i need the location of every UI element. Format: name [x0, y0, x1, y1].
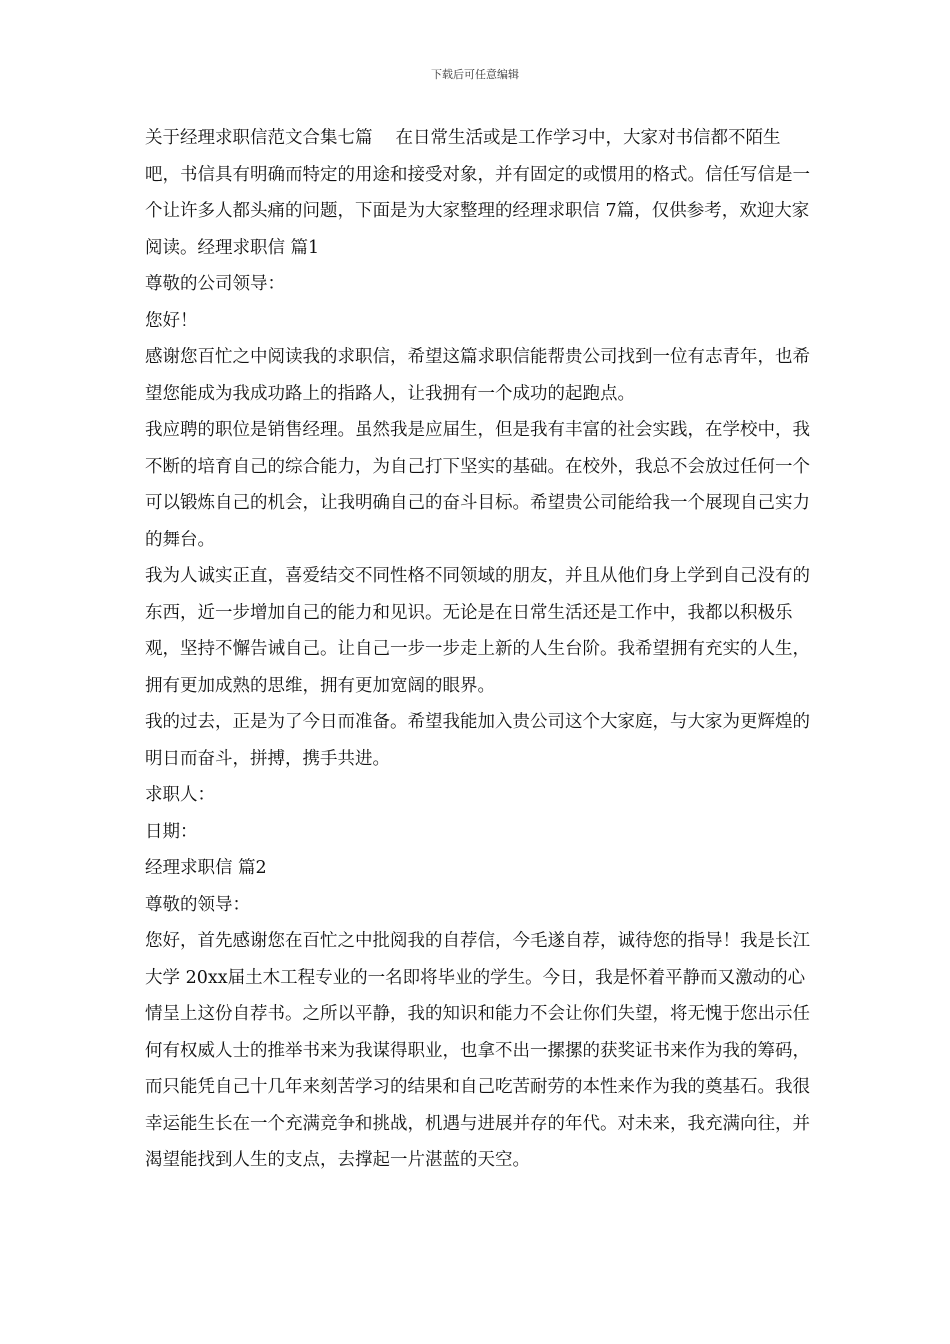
letter2-salutation: 尊敬的领导：: [145, 894, 250, 915]
letter1-date: 日期：: [145, 821, 198, 842]
letter1-signer: 求职人：: [145, 785, 215, 805]
letter2-paragraph-1: 您好，首先感谢您在百忙之中批阅我的自荐信，今毛遂自荐，诚待您的指导！我是长江大学 20xx届土木工程专业的一名即将毕业的学生。今日，我是怀着平静而又激动的心情呈上这份自荐书。之所以平静，我的知识和能力不会让你们失望，将无愧于您出示任何有权威人士的推举书来为我谋得职业，也拿不出一摞摞的获奖证书来作为我的筹码，而只能凭自己十几年来刻苦学习的结果和自己吃苦耐劳的本性来作为我的奠基石。我很幸运能生长在一个充满竞争和挑战，机遇与进展并存的年代。对未来，我充满向往，并渴望能找到人生的支点，去撑起一片湛蓝的天空。: [145, 931, 810, 1170]
letter1-paragraph-4: 我的过去，正是为了今日而准备。希望我能加入贵公司这个大家庭，与大家为更辉煌的明日而奋斗，拼搏，携手共进。: [145, 712, 810, 769]
header-note: 下载后可任意编辑: [431, 68, 519, 81]
intro-paragraph: 关于经理求职信范文合集七篇 在日常生活或是工作学习中，大家对书信都不陌生吧，书信具有明确而特定的用途和接受对象，并有固定的或惯用的格式。信任写信是一个让许多人都头痛的问题，下面是为大家整理的经理求职信 7篇，仅供参考，欢迎大家阅读。经理求职信 篇1: [145, 128, 810, 258]
letter1-paragraph-1: 感谢您百忙之中阅读我的求职信，希望这篇求职信能帮贵公司找到一位有志青年，也希望您能成为我成功路上的指路人，让我拥有一个成功的起跑点。: [145, 347, 810, 404]
letter1-paragraph-3: 我为人诚实正直，喜爱结交不同性格不同领域的朋友，并且从他们身上学到自己没有的东西，近一步增加自己的能力和见识。无论是在日常生活还是工作中，我都以积极乐观，坚持不懈告诫自己。让自己一步一步走上新的人生台阶。我希望拥有充实的人生，拥有更加成熟的思维，拥有更加宽阔的眼界。: [145, 566, 810, 696]
letter1-salutation: 尊敬的公司领导：: [145, 274, 285, 294]
letter2-title: 经理求职信 篇2: [145, 858, 267, 878]
letter1-paragraph-2: 我应聘的职位是销售经理。虽然我是应届生，但是我有丰富的社会实践，在学校中，我不断的培育自己的综合能力，为自己打下坚实的基础。在校外，我总不会放过任何一个可以锻炼自己的机会，让我明确自己的奋斗目标。希望贵公司能给我一个展现自己实力的舞台。: [145, 420, 810, 550]
document-body: [145, 120, 810, 1179]
letter1-greeting: 您好！: [145, 310, 198, 331]
